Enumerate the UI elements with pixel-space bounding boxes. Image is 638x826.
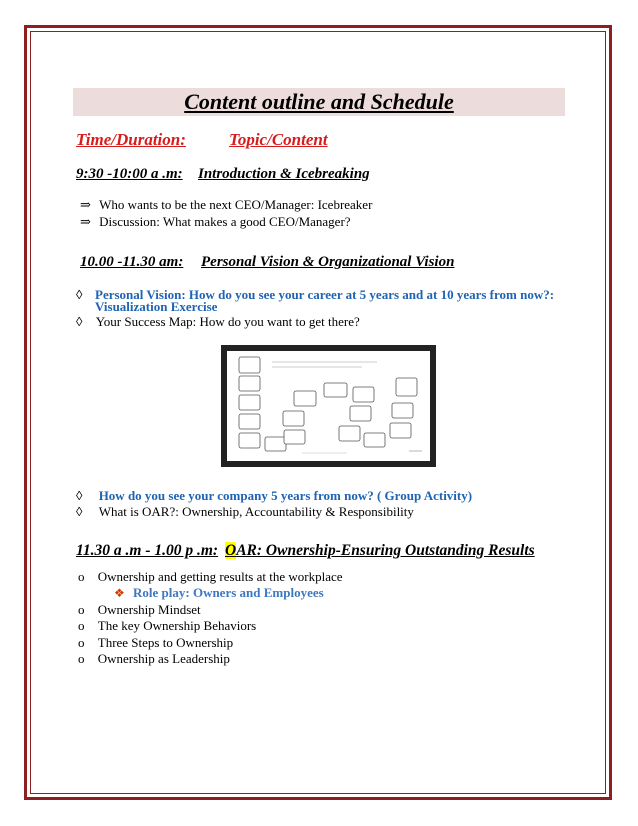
list-item: o Ownership Mindset xyxy=(78,602,201,617)
list-item: ⇒ Who wants to be the next CEO/Manager: Icebreaker xyxy=(80,197,373,212)
list-item: ❖ Role play: Owners and Employees xyxy=(114,585,324,600)
diamond-bullet-icon: ◊ xyxy=(76,488,83,503)
page-title: Content outline and Schedule xyxy=(184,89,454,114)
circle-bullet-icon: o xyxy=(78,569,85,584)
list-item xyxy=(76,287,82,303)
list-item-text: Personal Vision: How do you see your career at 5 years and at 10 years from now?: xyxy=(95,287,555,302)
time-duration-heading: Time/Duration: xyxy=(76,130,186,149)
circle-bullet-icon: o xyxy=(78,618,85,633)
arrow-bullet-icon: ⇒ xyxy=(80,214,91,229)
list-item: ⇒ Discussion: What makes a good CEO/Manager? xyxy=(80,214,351,229)
circle-bullet-icon: o xyxy=(78,651,85,666)
list-item: o Three Steps to Ownership xyxy=(78,635,234,650)
circle-bullet-icon: o xyxy=(78,635,85,650)
section2-topic: Personal Vision & Organizational Vision xyxy=(201,254,455,270)
diamond-bullet-icon: ◊ xyxy=(76,504,83,519)
list-item: ◊ How do you see your company 5 years from now? ( Group Activity) xyxy=(76,488,473,503)
circle-bullet-icon: o xyxy=(78,602,85,617)
diamond-bullet-icon: ◊ xyxy=(76,314,83,329)
list-item: o Ownership as Leadership xyxy=(78,651,230,666)
list-item: o Ownership and getting results at the workplace xyxy=(78,569,343,584)
arrow-bullet-icon: ⇒ xyxy=(80,197,91,212)
list-item: o The key Ownership Behaviors xyxy=(78,618,257,633)
section3-time: 11.30 a .m - 1.00 p .m: xyxy=(76,542,219,559)
diamond-arrow-bullet-icon: ❖ xyxy=(114,586,125,600)
list-item: ◊ Your Success Map: How do you want to get there? xyxy=(76,314,360,329)
section1-time: 9:30 -10:00 a .m: xyxy=(76,166,183,182)
highlighted-letter: O xyxy=(225,542,237,559)
topic-content-heading: Topic/Content xyxy=(229,130,328,149)
success-map-board-image xyxy=(221,345,436,467)
section2-time: 10.00 -11.30 am: xyxy=(80,254,184,270)
list-item: ◊ What is OAR?: Ownership, Accountability & Responsibility xyxy=(76,504,414,519)
diamond-bullet-icon: ◊ xyxy=(76,287,83,302)
list-item-text: Visualization Exercise xyxy=(95,299,218,314)
section1-topic: Introduction & Icebreaking xyxy=(198,166,370,182)
section3-topic: OAR: Ownership-Ensuring Outstanding Results xyxy=(225,542,535,559)
